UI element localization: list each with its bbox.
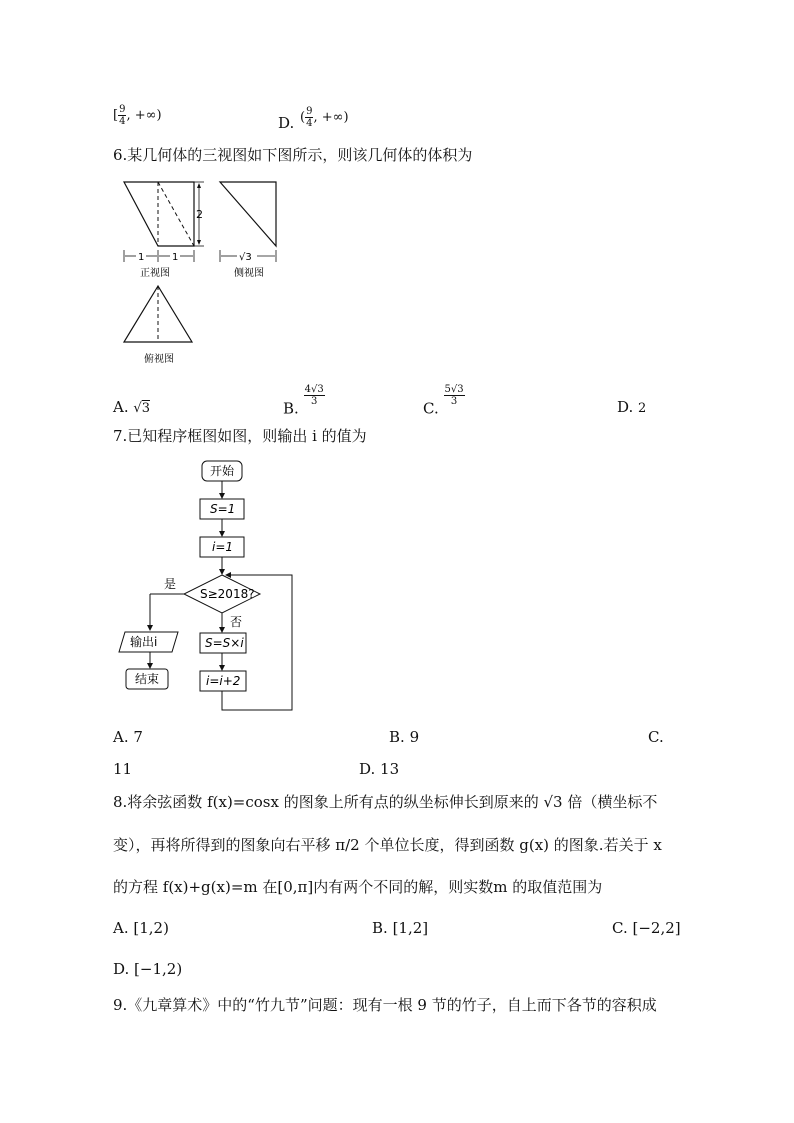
side-view — [220, 182, 276, 279]
q6-three-views — [110, 172, 290, 372]
q6-option-b: B. $\frac{4√3}{3}$ — [283, 384, 324, 418]
q8-line-1: 8.将余弦函数 f(x)=cosx 的图象上所有点的纵坐标伸长到原来的 √3 倍（横坐标不 — [113, 793, 658, 811]
q8-option-c: C. [−2,2] — [612, 919, 681, 937]
q5-option-c-value: [ $\frac{9}{4}$ , +∞) — [113, 104, 162, 127]
front-view — [124, 182, 204, 279]
dim-height-label: 2 — [196, 208, 203, 221]
q8-option-b: B. [1,2] — [372, 919, 429, 937]
q8-option-a: A. [1,2) — [113, 919, 169, 937]
fc-end-label: 结束 — [135, 672, 160, 686]
q7-option-d: D. 13 — [359, 760, 400, 778]
q6-stem: 6.某几何体的三视图如下图所示，则该几何体的体积为 — [113, 146, 473, 164]
fc-init-i-label: i=1 — [212, 540, 234, 554]
fc-start-label: 开始 — [210, 464, 235, 478]
dim-side-label: √3 — [239, 252, 252, 263]
q8-option-d: D. [−1,2) — [113, 960, 183, 978]
q8-line-2: 变），再将所得到的图象向右平移 π/2 个单位长度，得到函数 g(x) 的图象.若关于 x — [113, 836, 662, 854]
fc-update-i-label: i=i+2 — [206, 674, 241, 688]
dim-left-label: 1 — [138, 252, 145, 263]
fc-update-s-label: S=S×i — [205, 636, 244, 650]
q7-option-c-value: 11 — [113, 760, 133, 778]
top-view-label: 俯视图 — [144, 354, 174, 365]
q9-line-1: 9.《九章算术》中的“竹九节”问题：现有一根 9 节的竹子，自上而下各节的容积成 — [113, 996, 657, 1014]
front-view-label: 正视图 — [140, 268, 170, 279]
q7-option-c: C. — [648, 728, 664, 746]
q5-option-d-value: ( $\frac{9}{4}$ , +∞) — [300, 106, 349, 129]
q7-stem: 7.已知程序框图如图，则输出 i 的值为 — [113, 427, 367, 445]
fc-output-label: 输出i — [130, 635, 158, 649]
q7-option-b: B. 9 — [389, 728, 420, 746]
q6-option-c: C. $\frac{5√3}{3}$ — [423, 384, 464, 418]
q7-flowchart — [110, 455, 310, 717]
top-view — [124, 286, 192, 365]
q7-option-a: A. 7 — [113, 728, 143, 746]
fc-condition-label: S≥2018? — [200, 587, 255, 601]
q5-option-d-letter: D. — [278, 114, 295, 132]
side-view-label: 侧视图 — [234, 268, 264, 279]
q6-option-a: A. √3 — [113, 398, 150, 416]
fc-yes-label: 是 — [164, 577, 177, 591]
fc-no-label: 否 — [230, 615, 243, 629]
fc-init-s-label: S=1 — [210, 502, 236, 516]
q6-option-d: D. 2 — [617, 398, 647, 416]
q8-line-3: 的方程 f(x)+g(x)=m 在[0,π]内有两个不同的解，则实数m 的取值范围为 — [113, 878, 603, 896]
dim-right-label: 1 — [172, 252, 179, 263]
